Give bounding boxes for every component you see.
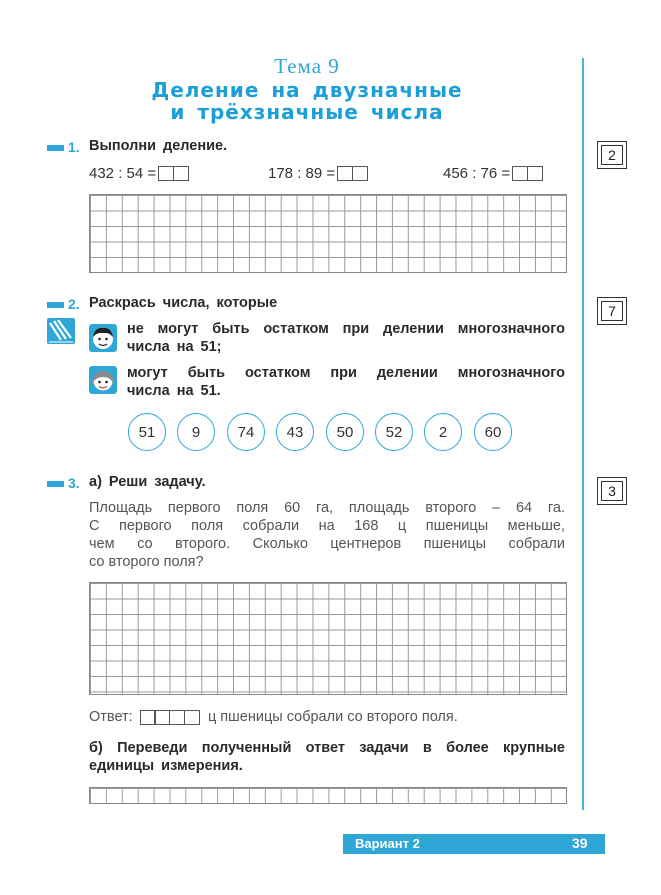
number-circle-52[interactable]: 52 [375, 413, 413, 451]
expression-2 [268, 165, 368, 182]
task-2-instruction: Раскрась числа, которые [89, 295, 278, 311]
title-line-1: Деление на двузначные [151, 78, 463, 102]
number-circle-2[interactable]: 2 [424, 413, 462, 451]
boy-face-icon [89, 324, 117, 352]
task-1-marker [47, 145, 64, 151]
answer-suffix: ц пшеницы собрали со второго поля. [207, 709, 458, 725]
margin-line [582, 58, 584, 810]
task-2-number: 2. [68, 296, 80, 312]
part-b-line-1: б) Переведи полученный ответ задачи в более крупные [89, 740, 565, 756]
expression-1 [89, 165, 189, 182]
task-3-part-a-label: а) Реши задачу. [89, 474, 206, 490]
part-b-line-2: единицы измерения. [89, 758, 243, 774]
task-3-marker [47, 481, 64, 487]
number-circle-50[interactable]: 50 [326, 413, 364, 451]
option-b-line-1: могут быть остатком при делении многозначного [127, 365, 565, 381]
problem-line-2: С первого поля собрали на 168 ц пшеницы меньше, [89, 518, 565, 534]
task-1-work-grid[interactable] [89, 194, 567, 273]
task-3-number: 3. [68, 475, 80, 491]
task-2-score: 7 [601, 301, 623, 321]
expression-3 [443, 165, 543, 182]
pencil-icon [47, 318, 75, 344]
answer-cell[interactable] [512, 166, 528, 181]
answer-cell[interactable] [158, 166, 174, 181]
expression-1-text: 432 : 54 = [89, 165, 157, 182]
problem-line-4: со второго поля? [89, 554, 204, 570]
answer-cell[interactable] [173, 166, 189, 181]
option-a-line-1: не могут быть остатком при делении многозначного [127, 321, 565, 337]
task-2-score-box [597, 297, 627, 325]
task-3-score-box [597, 477, 627, 505]
task-1-score: 2 [601, 145, 623, 165]
option-b-line-2: числа на 51. [127, 383, 221, 399]
number-circle-60[interactable]: 60 [474, 413, 512, 451]
girl-face-icon [89, 366, 117, 394]
answer-prefix: Ответ: [89, 709, 133, 725]
expression-2-text: 178 : 89 = [268, 165, 336, 182]
option-a-line-2: числа на 51; [127, 339, 222, 355]
title-line-2: и трёхзначные числа [170, 100, 444, 124]
answer-cell[interactable] [140, 710, 156, 725]
answer-cell[interactable] [154, 710, 170, 725]
answer-cell[interactable] [184, 710, 200, 725]
number-circle-51[interactable]: 51 [128, 413, 166, 451]
number-circle-74[interactable]: 74 [227, 413, 265, 451]
page-title [0, 79, 614, 123]
answer-cell[interactable] [352, 166, 368, 181]
task-1-number: 1. [68, 139, 80, 155]
task-3-work-grid[interactable] [89, 582, 567, 695]
expression-3-text: 456 : 76 = [443, 165, 511, 182]
answer-cell[interactable] [527, 166, 543, 181]
answer-cell[interactable] [337, 166, 353, 181]
answer-line [89, 709, 458, 725]
number-circle-43[interactable]: 43 [276, 413, 314, 451]
part-b-answer-grid[interactable] [89, 787, 567, 804]
task-2-marker [47, 302, 64, 308]
topic-number: Тема 9 [274, 54, 340, 78]
number-circle-9[interactable]: 9 [177, 413, 215, 451]
task-1-score-box [597, 141, 627, 169]
page-number: 39 [572, 835, 588, 851]
problem-line-3: чем со второго. Сколько центнеров пшеницы собрали [89, 536, 565, 552]
answer-cell[interactable] [169, 710, 185, 725]
problem-line-1: Площадь первого поля 60 га, площадь второго – 64 га. [89, 500, 565, 516]
footer-variant: Вариант 2 [355, 836, 420, 851]
task-3-score: 3 [601, 481, 623, 501]
task-1-instruction: Выполни деление. [89, 138, 228, 154]
